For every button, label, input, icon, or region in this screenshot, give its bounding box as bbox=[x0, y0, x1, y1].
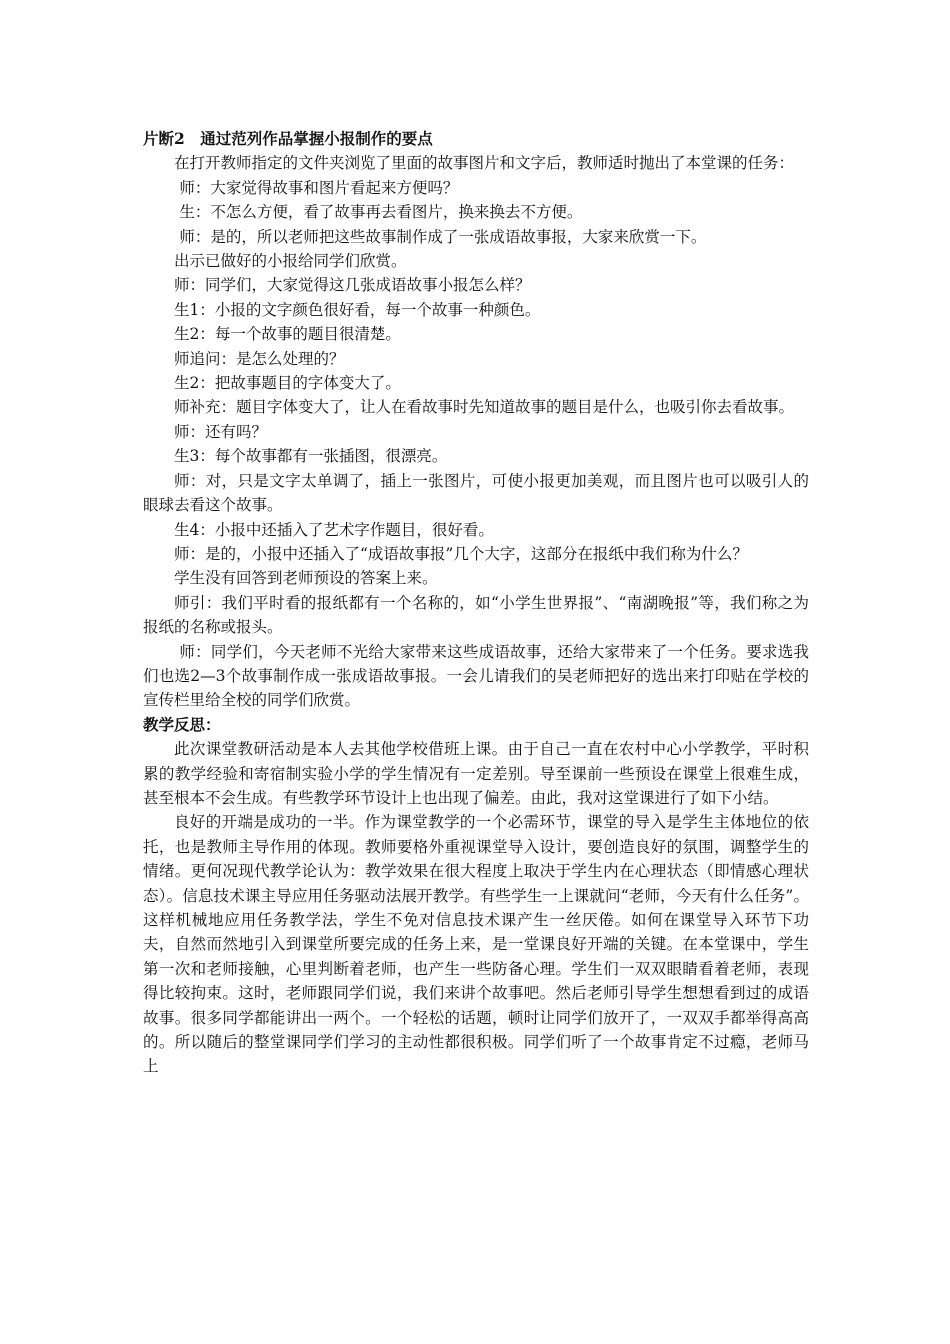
dialogue-paragraph: 师：同学们，今天老师不光给大家带来这些成语故事，还给大家带来了一个任务。要求选我们也选2—3个故事制作成一张成语故事报。一会儿请我们的吴老师把好的选出来打印贴在学校的宣传栏里给全校的同学们欣赏。 bbox=[143, 642, 809, 710]
dialogue-paragraph: 生1：小报的文字颜色很好看，每一个故事一种颜色。 bbox=[174, 300, 541, 319]
reflection-paragraph: 良好的开端是成功的一半。作为课堂教学的一个必需环节，课堂的导入是学生主体地位的依托，也是教师主导作用的体现。教师要格外重视课堂导入设计，要创造良好的氛围，调整学生的情绪。更何况现代教学论认为：教学效果在很大程度上取决于学生内在心理状态（即情感心理状态）。信息技术课主导应用任务驱动法展开教学。有些学生一上课就问“老师，今天有什么任务”。这样机械地应用任务教学法，学生不免对信息技术课产生一丝厌倦。如何在课堂导入环节下功夫，自然而然地引入到课堂所要完成的任务上来，是一堂课良好开端的关键。在本堂课中，学生第一次和老师接触，心里判断着老师，也产生一些防备心理。学生们一双双眼睛看着老师，表现得比较拘束。这时，老师跟同学们说，我们来讲个故事吧。然后老师引导学生想想看到过的成语故事。很多同学都能讲出一两个。一个轻松的话题，顿时让同学们放开了，一双双手都举得高高的。所以随后的整堂课同学们学习的主动性都很积极。同学们听了一个故事肯定不过瘾，老师马上 bbox=[143, 813, 809, 1076]
dialogue-paragraph: 学生没有回答到老师预设的答案上来。 bbox=[174, 569, 438, 588]
dialogue-paragraph: 在打开教师指定的文件夹浏览了里面的故事图片和文字后，教师适时抛出了本堂课的任务： bbox=[174, 154, 795, 173]
reflection-paragraph: 此次课堂教研活动是本人去其他学校借班上课。由于自己一直在农村中心小学教学，平时积累的教学经验和寄宿制实验小学的学生情况有一定差别。导至课前一些预设在课堂上很难生成，甚至根本不会生成。有些教学环节设计上也出现了偏差。由此，我对这堂课进行了如下小结。 bbox=[143, 740, 809, 807]
dialogue-paragraph: 生2：把故事题目的字体变大了。 bbox=[174, 374, 401, 393]
dialogue-paragraph: 师：对，只是文字太单调了，插上一张图片，可使小报更加美观，而且图片也可以吸引人的眼球去看这个故事。 bbox=[143, 471, 809, 515]
dialogue-paragraph: 生：不怎么方便，看了故事再去看图片，换来换去不方便。 bbox=[179, 203, 583, 222]
dialogue-paragraph: 师：是的，所以老师把这些故事制作成了一张成语故事报，大家来欣赏一下。 bbox=[179, 227, 707, 246]
dialogue-paragraph: 师：同学们，大家觉得这几张成语故事小报怎么样？ bbox=[174, 276, 531, 295]
dialogue-block bbox=[143, 151, 809, 712]
dialogue-paragraph: 师引：我们平时看的报纸都有一个名称的，如“小学生世界报”、“南湖晚报”等，我们称之为报纸的名称或报头。 bbox=[143, 593, 809, 637]
section-heading: 片断2 通过范列作品掌握小报制作的要点 bbox=[143, 129, 433, 148]
document-page bbox=[143, 127, 809, 1079]
dialogue-paragraph: 师补充：题目字体变大了，让人在看故事时先知道故事的题目是什么，也吸引你去看故事。 bbox=[174, 398, 795, 417]
dialogue-paragraph: 师：还有吗？ bbox=[174, 422, 268, 441]
dialogue-paragraph: 师：大家觉得故事和图片看起来方便吗？ bbox=[179, 178, 459, 197]
dialogue-paragraph: 生2：每一个故事的题目很清楚。 bbox=[174, 325, 401, 344]
dialogue-paragraph: 生4：小报中还插入了艺术字作题目，很好看。 bbox=[174, 520, 494, 539]
dialogue-paragraph: 生3：每个故事都有一张插图，很漂亮。 bbox=[174, 447, 448, 466]
dialogue-paragraph: 师：是的，小报中还插入了“成语故事报”几个大字，这部分在报纸中我们称为什么？ bbox=[174, 544, 748, 563]
dialogue-paragraph: 出示已做好的小报给同学们欣赏。 bbox=[174, 252, 407, 271]
dialogue-paragraph: 师追问：是怎么处理的？ bbox=[174, 349, 345, 368]
reflection-heading: 教学反思： bbox=[143, 714, 221, 734]
